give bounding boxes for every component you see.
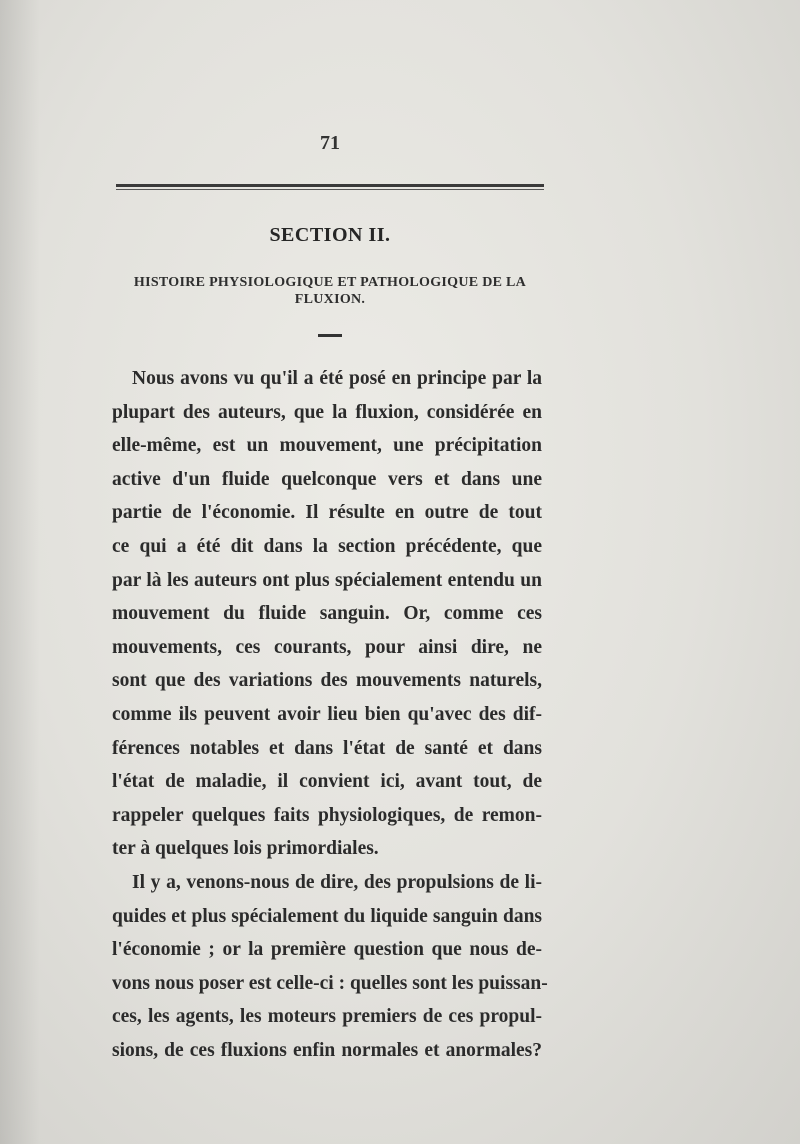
separator-dash [318, 334, 342, 337]
text-line: l'économie ; or la première question que nous de- [112, 939, 542, 961]
text-line: quides et plus spécialement du liquide sanguin dans [112, 905, 542, 927]
body-text [112, 362, 548, 1067]
subtitle-line: HISTOIRE PHYSIOLOGIQUE ET PATHOLOGIQUE DE LA [133, 275, 527, 290]
text-line: sions, de ces fluxions enfin normales et anormales? [112, 1039, 542, 1061]
text-line: Il y a, venons-nous de dire, des propulsions de li- [132, 871, 542, 893]
page-number: 71 [320, 132, 340, 154]
text-line: férences notables et dans l'état de santé et dans [112, 737, 542, 759]
text-line: rappeler quelques faits physiologiques, de remon- [112, 804, 542, 826]
text-line: l'état de maladie, il convient ici, avant tout, de [112, 771, 542, 793]
text-line: ce qui a été dit dans la section précédente, que [112, 535, 542, 557]
section-title: SECTION II. [269, 224, 391, 246]
section-subtitle [120, 274, 540, 308]
paragraph-2 [112, 866, 548, 1068]
text-line: mouvements, ces courants, pour ainsi dire, ne [112, 636, 542, 658]
subtitle-line: FLUXION. [294, 292, 366, 307]
text-line: comme ils peuvent avoir lieu bien qu'avec des dif- [112, 703, 542, 725]
text-line: par là les auteurs ont plus spécialement entendu un [112, 569, 542, 591]
text-line: mouvement du fluide sanguin. Or, comme ces [112, 603, 542, 625]
text-line: ter à quelques lois primordiales. [112, 838, 379, 860]
paragraph-1 [112, 362, 542, 866]
text-line: sont que des variations des mouvements naturels, [112, 670, 542, 692]
spine-shadow [0, 0, 40, 1144]
text-line: active d'un fluide quelconque vers et dans une [112, 468, 542, 490]
text-line: Nous avons vu qu'il a été posé en principe par la [132, 368, 542, 389]
text-line: partie de l'économie. Il résulte en outre de tout [112, 502, 542, 524]
text-line: vons nous poser est celle-ci : quelles sont les puissan- [112, 972, 548, 994]
header-rule-thin [116, 189, 544, 190]
header-rule-thick [116, 184, 544, 187]
text-line: elle-même, est un mouvement, une précipitation [112, 435, 542, 457]
text-line: plupart des auteurs, que la fluxion, considérée en [112, 401, 542, 423]
text-line: ces, les agents, les moteurs premiers de ces propul- [112, 1006, 542, 1028]
